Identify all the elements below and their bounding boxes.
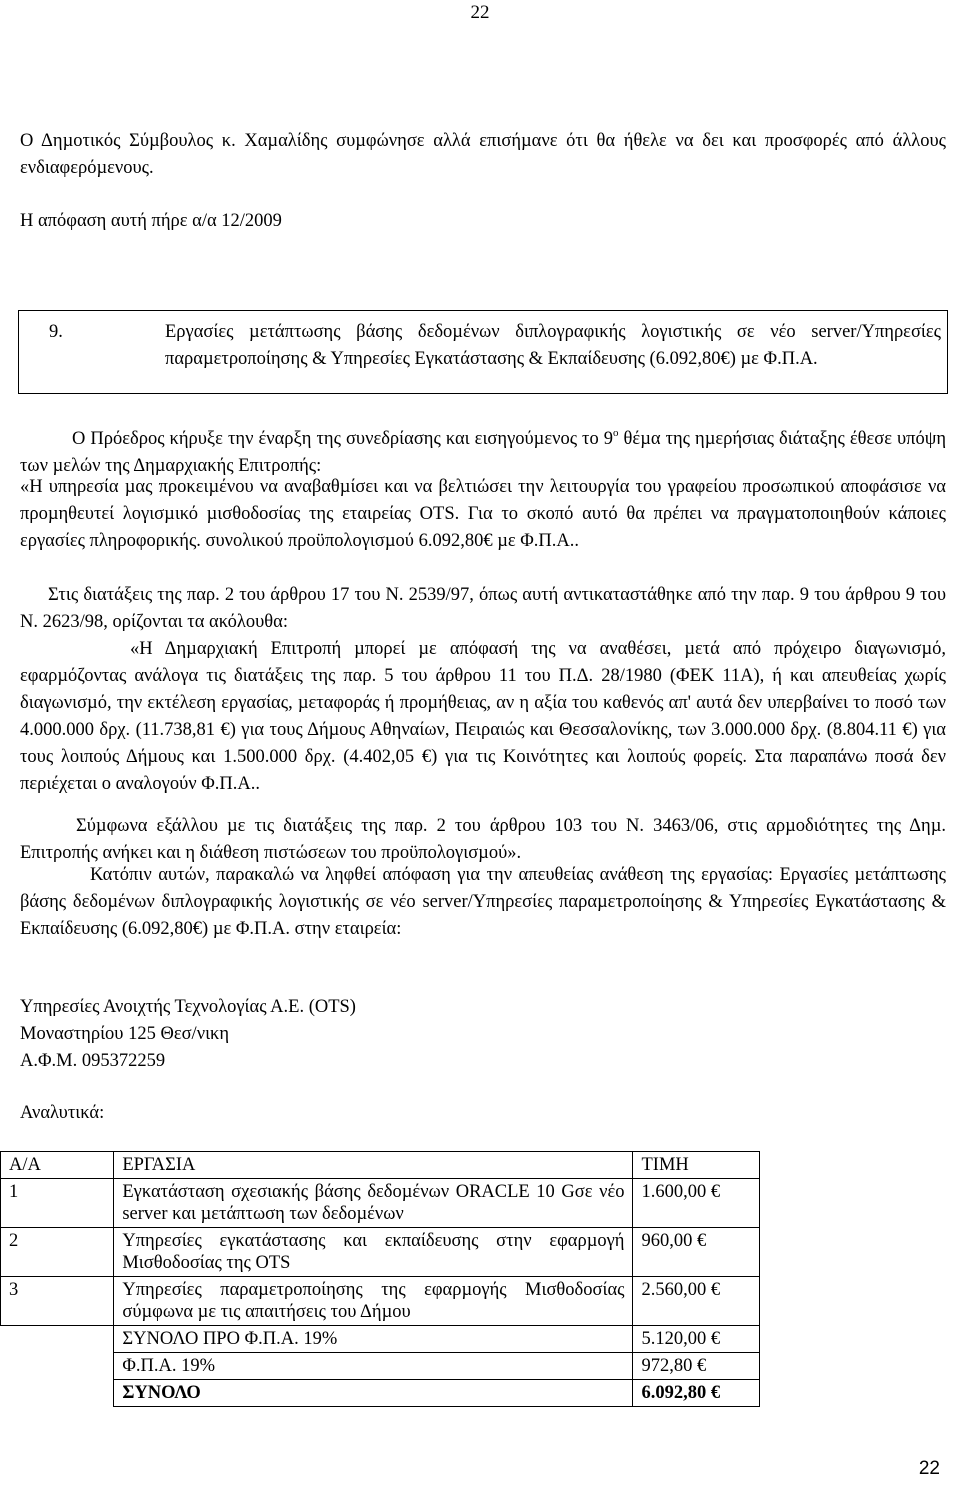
row-task: Υπηρεσίες παραµετροποίησης της εφαρµογής Μισθοδοσίας σύµφωνα µε τις απαιτήσεις του Δήµου bbox=[114, 1277, 633, 1326]
header-task: ΕΡΓΑΣΙΑ bbox=[114, 1152, 633, 1179]
subtotal-label: ΣΥΝΟΛΟ ΠΡΟ Φ.Π.Α. 19% bbox=[114, 1326, 633, 1353]
vat-row bbox=[1, 1353, 760, 1380]
request-text: Κατόπιν αυτών, παρακαλώ να ληφθεί απόφαση για την απευθείας ανάθεση της εργασίας: Εργασίες µετάπτωσης βάσης δεδοµένων διπλογραφικής λογιστικής σε νέο server/Υπηρεσίες παραµετροποίησης & Υπηρεσίες Εγκατάστασης & Εκπαίδευσης (6.092,80€) µε Φ.Π.Α. στην εταιρεία: bbox=[20, 865, 946, 939]
quote-paragraph-2 bbox=[20, 636, 946, 798]
row-aa: 3 bbox=[1, 1277, 114, 1326]
law-paragraph-1 bbox=[20, 582, 946, 636]
row-price: 2.560,00 € bbox=[633, 1277, 760, 1326]
row-aa: 2 bbox=[1, 1228, 114, 1277]
table-row bbox=[1, 1179, 760, 1228]
law-text-1: Στις διατάξεις της παρ. 2 του άρθρου 17 του Ν. 2539/97, όπως αυτή αντικαταστάθηκε από την παρ. 9 του άρθρου 9 του Ν. 2623/98, ορίζονται τα ακόλουθα: bbox=[20, 585, 946, 632]
row-task: Υπηρεσίες εγκατάστασης και εκπαίδευσης στην εφαρµογή Μισθοδοσίας της OTS bbox=[114, 1228, 633, 1277]
law-text-2: Σύµφωνα εξάλλου µε τις διατάξεις της παρ. 2 του άρθρου 103 του Ν. 3463/06, στις αρµοδιότητες της Δηµ. Επιτροπής ανήκει και η διάθεση πιστώσεων του προϋπολογισµού». bbox=[20, 816, 946, 863]
table-row bbox=[1, 1277, 760, 1326]
intro-text-a: Ο Πρόεδρος κήρυξε την έναρξη της συνεδρίασης και εισηγούµενος το 9 bbox=[72, 429, 614, 449]
total-label: ΣΥΝΟΛΟ bbox=[114, 1380, 633, 1407]
request-paragraph bbox=[20, 862, 946, 943]
row-task: Εγκατάσταση σχεσιακής βάσης δεδοµένων ORACLE 10 Gσε νέο server και µετάπτωση των δεδοµένων bbox=[114, 1179, 633, 1228]
page-number-top: 22 bbox=[470, 2, 490, 23]
vat-label: Φ.Π.Α. 19% bbox=[114, 1353, 633, 1380]
intro-text-b: θέµα της ηµερήσιας διάταξης έθεσε υπόψη των µελών της Δηµαρχιακής Επιτροπής: bbox=[20, 429, 946, 476]
company-name: Υπηρεσίες Ανοιχτής Τεχνολογίας Α.Ε. (OTS) bbox=[20, 997, 356, 1017]
header-aa: Α/Α bbox=[1, 1152, 114, 1179]
intro-superscript: ο bbox=[613, 427, 619, 439]
total-value: 6.092,80 € bbox=[633, 1380, 760, 1407]
company-afm: Α.Φ.Μ. 095372259 bbox=[20, 1051, 166, 1071]
vat-value: 972,80 € bbox=[633, 1353, 760, 1380]
agenda-item-box bbox=[18, 310, 948, 394]
law-paragraph-2 bbox=[20, 813, 946, 867]
decision-number: α/α 12/2009 bbox=[192, 211, 282, 231]
subtotal-row bbox=[1, 1326, 760, 1353]
agenda-item-title: Εργασίες µετάπτωσης βάσης δεδοµένων διπλογραφικής λογιστικής σε νέο server/Υπηρεσίες παραµετροποίησης & Υπηρεσίες Εγκατάστασης & Εκπαίδευσης (6.092,80€) µε Φ.Π.Α. bbox=[165, 322, 941, 369]
row-price: 960,00 € bbox=[633, 1228, 760, 1277]
page-number-bottom: 22 bbox=[918, 1458, 940, 1479]
intro-paragraph bbox=[20, 420, 946, 480]
total-row bbox=[1, 1380, 760, 1407]
agenda-item-number: 9. bbox=[49, 322, 63, 342]
quote-text-2: «Η Δηµαρχιακή Επιτροπή µπορεί µε απόφασή της να αναθέσει, µετά από πρόχειρο διαγωνισµό, εφαρµόζοντας ανάλογα τις διατάξεις της παρ. 5 του άρθρου 11 του Π.Δ. 28/1980 (ΦΕΚ 11Α), ή και απευθείας χωρίς διαγωνισµό, την εκτέλεση εργασίας, µεταφοράς ή προµήθειας, αν η αξία του καθενός απ' αυτά δεν υπερβαίνει το ποσό των 4.000.000 δρχ. (11.738,81 €) για τους Δήµους Αθηναίων, Πειραιώς και Θεσσαλονίκης, των 3.000.000 δρχ. (8.804.11 €) για τους λοιπούς Δήµους και 1.500.000 δρχ. (4.402,05 €) για τις Κοινότητες και λοιπούς φορείς. Στα παραπάνω ποσά δεν περιέχεται ο αναλογούν Φ.Π.Α.. bbox=[20, 639, 946, 794]
cost-table bbox=[0, 1151, 760, 1407]
company-address: Μοναστηρίου 125 Θεσ/νικη bbox=[20, 1024, 230, 1044]
table-header-row bbox=[1, 1152, 760, 1179]
decision-line bbox=[20, 208, 946, 235]
analysis-label: Αναλυτικά: bbox=[20, 1103, 105, 1123]
decision-prefix: Η απόφαση αυτή πήρε bbox=[20, 211, 193, 231]
quote-paragraph-1: «Η υπηρεσία µας προκειµένου να αναβαθµίσει και να βελτιώσει την λειτουργία του γραφείου προσωπικού αποφάσισε να προµηθευτεί λογισµικό µισθοδοσίας της εταιρείας OTS. Για το σκοπό αυτό θα πρέπει να πραγµατοποιηθούν κάποιες εργασίες πληροφορικής. συνολικού προϋπολογισµού 6.092,80€ µε Φ.Π.Α.. bbox=[20, 477, 946, 551]
table-row bbox=[1, 1228, 760, 1277]
row-price: 1.600,00 € bbox=[633, 1179, 760, 1228]
councillor-paragraph: Ο Δηµοτικός Σύµβουλος κ. Χαµαλίδης συµφώνησε αλλά επισήµανε ότι θα ήθελε να δει και προσφορές από άλλους ενδιαφερόµενους. bbox=[20, 131, 946, 178]
header-price: ΤΙΜΗ bbox=[633, 1152, 760, 1179]
subtotal-value: 5.120,00 € bbox=[633, 1326, 760, 1353]
row-aa: 1 bbox=[1, 1179, 114, 1228]
